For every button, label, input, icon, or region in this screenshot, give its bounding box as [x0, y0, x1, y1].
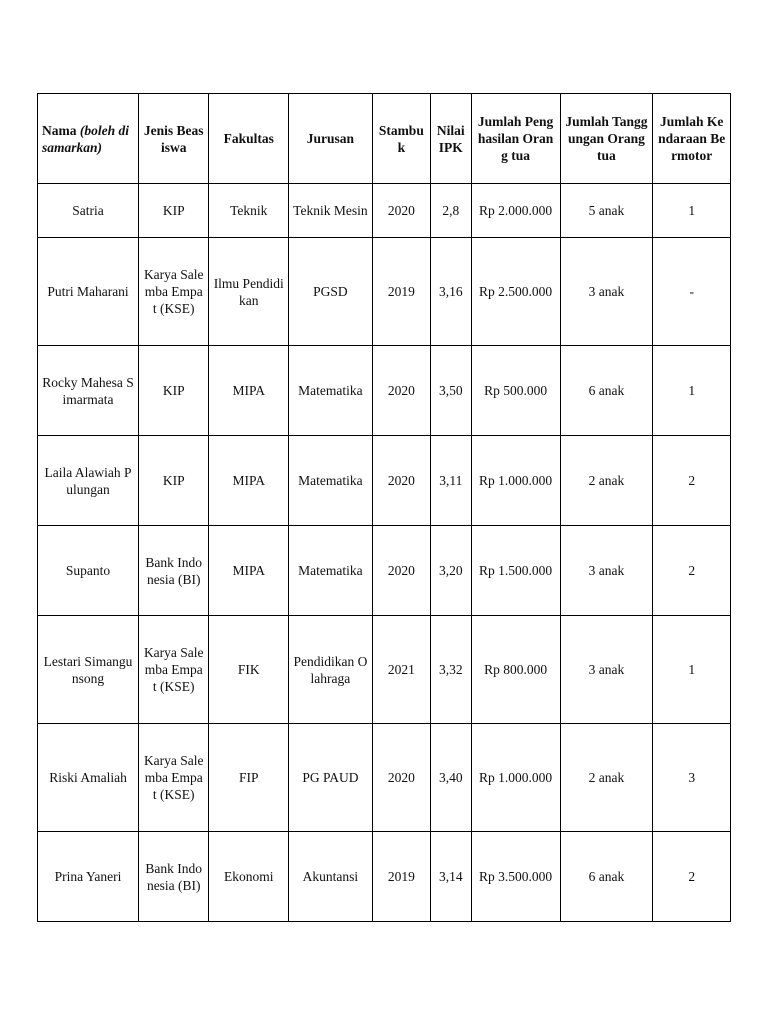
cell-jurusan: Akuntansi: [289, 832, 373, 922]
cell-fakultas: FIP: [209, 724, 289, 832]
cell-stambuk: 2020: [372, 436, 430, 526]
cell-penghasilan: Rp 1.000.000: [471, 724, 560, 832]
cell-ipk: 3,11: [430, 436, 471, 526]
cell-jurusan: Matematika: [289, 346, 373, 436]
cell-nama: Prina Yaneri: [38, 832, 139, 922]
cell-ipk: 3,14: [430, 832, 471, 922]
cell-jurusan: Matematika: [289, 526, 373, 616]
cell-jurusan: PGSD: [289, 238, 373, 346]
cell-jenis-beasiswa: Karya Salemba Empat (KSE): [139, 616, 209, 724]
header-jenis-beasiswa: Jenis Beasiswa: [139, 94, 209, 184]
cell-ipk: 3,50: [430, 346, 471, 436]
cell-jenis-beasiswa: Bank Indonesia (BI): [139, 526, 209, 616]
table-row: [38, 724, 731, 832]
cell-kendaraan: 1: [653, 346, 731, 436]
cell-tanggungan: 6 anak: [560, 832, 653, 922]
header-nama-text: Nama: [42, 122, 80, 138]
cell-jenis-beasiswa: Karya Salemba Empat (KSE): [139, 724, 209, 832]
header-nilai-ipk: Nilai IPK: [430, 94, 471, 184]
cell-fakultas: Teknik: [209, 184, 289, 238]
cell-ipk: 3,32: [430, 616, 471, 724]
cell-stambuk: 2021: [372, 616, 430, 724]
header-fakultas: Fakultas: [209, 94, 289, 184]
cell-nama: Putri Maharani: [38, 238, 139, 346]
cell-tanggungan: 3 anak: [560, 238, 653, 346]
cell-tanggungan: 2 anak: [560, 436, 653, 526]
cell-stambuk: 2020: [372, 184, 430, 238]
cell-jurusan: Teknik Mesin: [289, 184, 373, 238]
cell-jurusan: Pendidikan Olahraga: [289, 616, 373, 724]
scholarship-table: [37, 93, 731, 922]
cell-jenis-beasiswa: KIP: [139, 184, 209, 238]
cell-nama: Rocky Mahesa Simarmata: [38, 346, 139, 436]
cell-stambuk: 2020: [372, 346, 430, 436]
table-row: [38, 832, 731, 922]
header-nama: [38, 94, 139, 184]
table-row: [38, 436, 731, 526]
cell-fakultas: MIPA: [209, 526, 289, 616]
header-penghasilan: Jumlah Penghasilan Orang tua: [471, 94, 560, 184]
table-row: [38, 238, 731, 346]
cell-fakultas: MIPA: [209, 436, 289, 526]
table-row: [38, 526, 731, 616]
header-row: [38, 94, 731, 184]
cell-jenis-beasiswa: KIP: [139, 436, 209, 526]
cell-kendaraan: 3: [653, 724, 731, 832]
cell-penghasilan: Rp 3.500.000: [471, 832, 560, 922]
cell-nama: Riski Amaliah: [38, 724, 139, 832]
cell-stambuk: 2020: [372, 724, 430, 832]
cell-jurusan: PG PAUD: [289, 724, 373, 832]
cell-kendaraan: 2: [653, 526, 731, 616]
cell-penghasilan: Rp 1.500.000: [471, 526, 560, 616]
cell-ipk: 2,8: [430, 184, 471, 238]
table-row: [38, 184, 731, 238]
cell-stambuk: 2019: [372, 238, 430, 346]
cell-tanggungan: 3 anak: [560, 616, 653, 724]
cell-ipk: 3,40: [430, 724, 471, 832]
cell-nama: Supanto: [38, 526, 139, 616]
cell-penghasilan: Rp 1.000.000: [471, 436, 560, 526]
cell-tanggungan: 5 anak: [560, 184, 653, 238]
cell-nama: Satria: [38, 184, 139, 238]
cell-kendaraan: 1: [653, 184, 731, 238]
cell-jenis-beasiswa: Karya Salemba Empat (KSE): [139, 238, 209, 346]
cell-penghasilan: Rp 500.000: [471, 346, 560, 436]
cell-kendaraan: 2: [653, 436, 731, 526]
cell-tanggungan: 3 anak: [560, 526, 653, 616]
cell-kendaraan: -: [653, 238, 731, 346]
cell-fakultas: MIPA: [209, 346, 289, 436]
cell-tanggungan: 2 anak: [560, 724, 653, 832]
cell-jenis-beasiswa: KIP: [139, 346, 209, 436]
cell-fakultas: FIK: [209, 616, 289, 724]
cell-penghasilan: Rp 800.000: [471, 616, 560, 724]
cell-jenis-beasiswa: Bank Indonesia (BI): [139, 832, 209, 922]
cell-stambuk: 2019: [372, 832, 430, 922]
cell-tanggungan: 6 anak: [560, 346, 653, 436]
cell-jurusan: Matematika: [289, 436, 373, 526]
cell-ipk: 3,16: [430, 238, 471, 346]
header-jurusan: Jurusan: [289, 94, 373, 184]
header-tanggungan: Jumlah Tanggungan Orang tua: [560, 94, 653, 184]
cell-kendaraan: 2: [653, 832, 731, 922]
cell-nama: Lestari Simangunsong: [38, 616, 139, 724]
cell-stambuk: 2020: [372, 526, 430, 616]
cell-penghasilan: Rp 2.500.000: [471, 238, 560, 346]
cell-fakultas: Ilmu Pendidikan: [209, 238, 289, 346]
table-row: [38, 346, 731, 436]
cell-ipk: 3,20: [430, 526, 471, 616]
cell-fakultas: Ekonomi: [209, 832, 289, 922]
header-kendaraan: Jumlah Kendaraan Bermotor: [653, 94, 731, 184]
cell-kendaraan: 1: [653, 616, 731, 724]
header-stambuk: Stambuk: [372, 94, 430, 184]
header-nama-note: (boleh disamarkan): [42, 122, 129, 155]
cell-nama: Laila Alawiah Pulungan: [38, 436, 139, 526]
table-row: [38, 616, 731, 724]
cell-penghasilan: Rp 2.000.000: [471, 184, 560, 238]
